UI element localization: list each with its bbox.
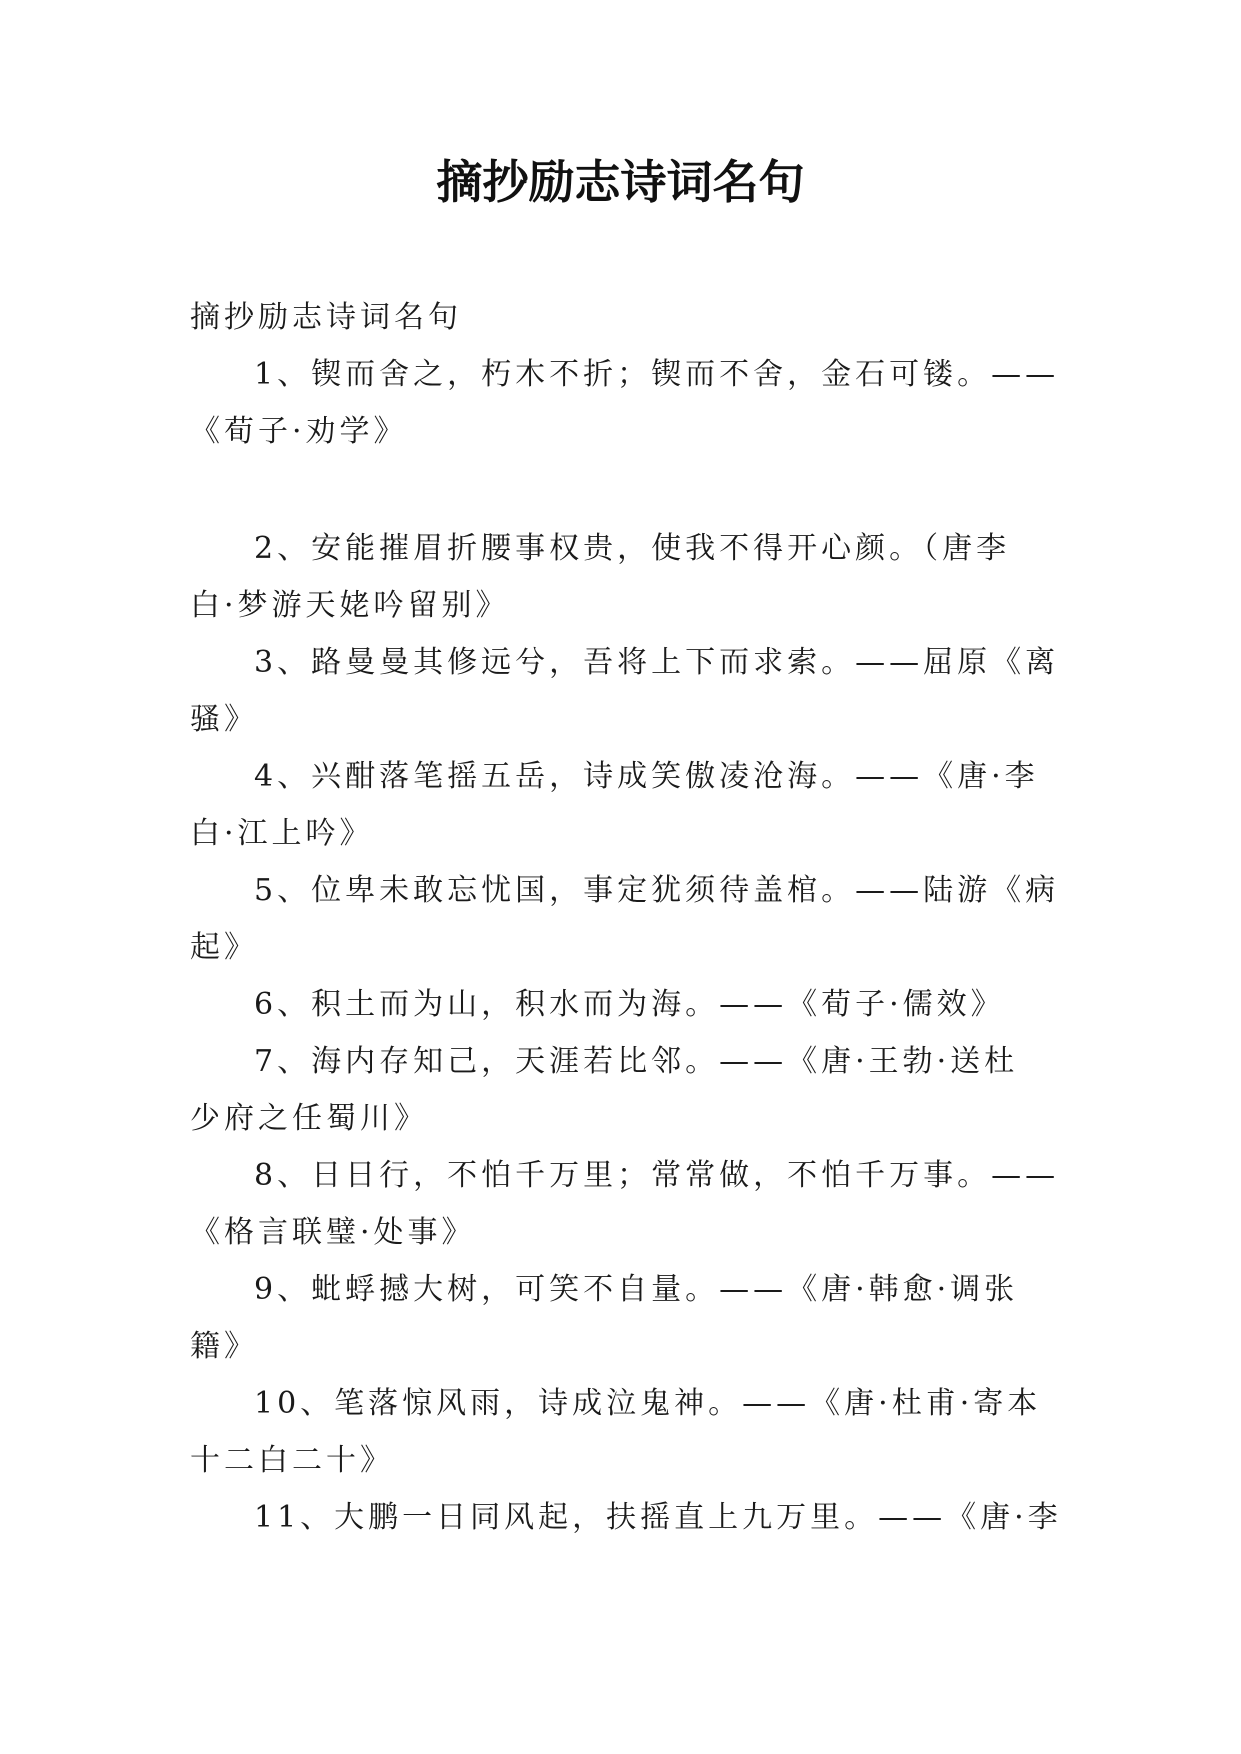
quote-2 — [190, 520, 1058, 634]
quote-line: 籍》 — [190, 1329, 258, 1364]
quote-line: 《荀子·劝学》 — [190, 414, 408, 449]
section-heading — [190, 289, 1058, 346]
quote-line: 十二白二十》 — [190, 1443, 394, 1478]
quote-line: 骚》 — [190, 702, 258, 737]
quote-line: 6、积土而为山，积水而为海。——《荀子·儒效》 — [254, 987, 1005, 1022]
quote-11 — [190, 1489, 1062, 1546]
quote-10 — [190, 1375, 1058, 1489]
quote-line: 2、安能摧眉折腰事权贵，使我不得开心颜。（唐李 — [254, 531, 1011, 566]
quote-line: 1、锲而舍之，朽木不折；锲而不舍，金石可镂。—— — [254, 357, 1060, 392]
quote-line: 5、位卑未敢忘忧国，事定犹须待盖棺。——陆游《病 — [254, 873, 1060, 908]
quote-line: 白·江上吟》 — [190, 816, 374, 851]
quote-9 — [190, 1261, 1058, 1375]
quote-6 — [190, 976, 1058, 1033]
quote-line: 起》 — [190, 930, 258, 965]
page-title: 摘抄励志诗词名句 — [436, 155, 805, 209]
quote-line: 11、大鹏一日同风起，扶摇直上九万里。——《唐·李 — [254, 1500, 1062, 1535]
quote-line: 3、路曼曼其修远兮，吾将上下而求索。——屈原《离 — [254, 645, 1060, 680]
quote-line: 4、兴酣落笔摇五岳，诗成笑傲凌沧海。——《唐·李 — [254, 759, 1039, 794]
quote-line: 9、蚍蜉撼大树，可笑不自量。——《唐·韩愈·调张 — [254, 1272, 1019, 1307]
section-heading-text: 摘抄励志诗词名句 — [190, 300, 462, 335]
quote-line: 8、日日行，不怕千万里；常常做，不怕千万事。—— — [254, 1158, 1060, 1193]
quote-1 — [190, 346, 1058, 460]
quote-8 — [190, 1147, 1058, 1261]
quote-line: 少府之任蜀川》 — [190, 1101, 428, 1136]
quote-7 — [190, 1033, 1058, 1147]
quote-3 — [190, 634, 1058, 748]
quote-line: 《格言联璧·处事》 — [190, 1215, 476, 1250]
quote-line: 7、海内存知己，天涯若比邻。——《唐·王勃·送杜 — [254, 1044, 1019, 1079]
quote-4 — [190, 748, 1058, 862]
quote-line: 10、笔落惊风雨，诗成泣鬼神。——《唐·杜甫·寄本 — [254, 1386, 1042, 1421]
quote-5 — [190, 862, 1058, 976]
quote-line: 白·梦游天姥吟留别》 — [190, 588, 510, 623]
